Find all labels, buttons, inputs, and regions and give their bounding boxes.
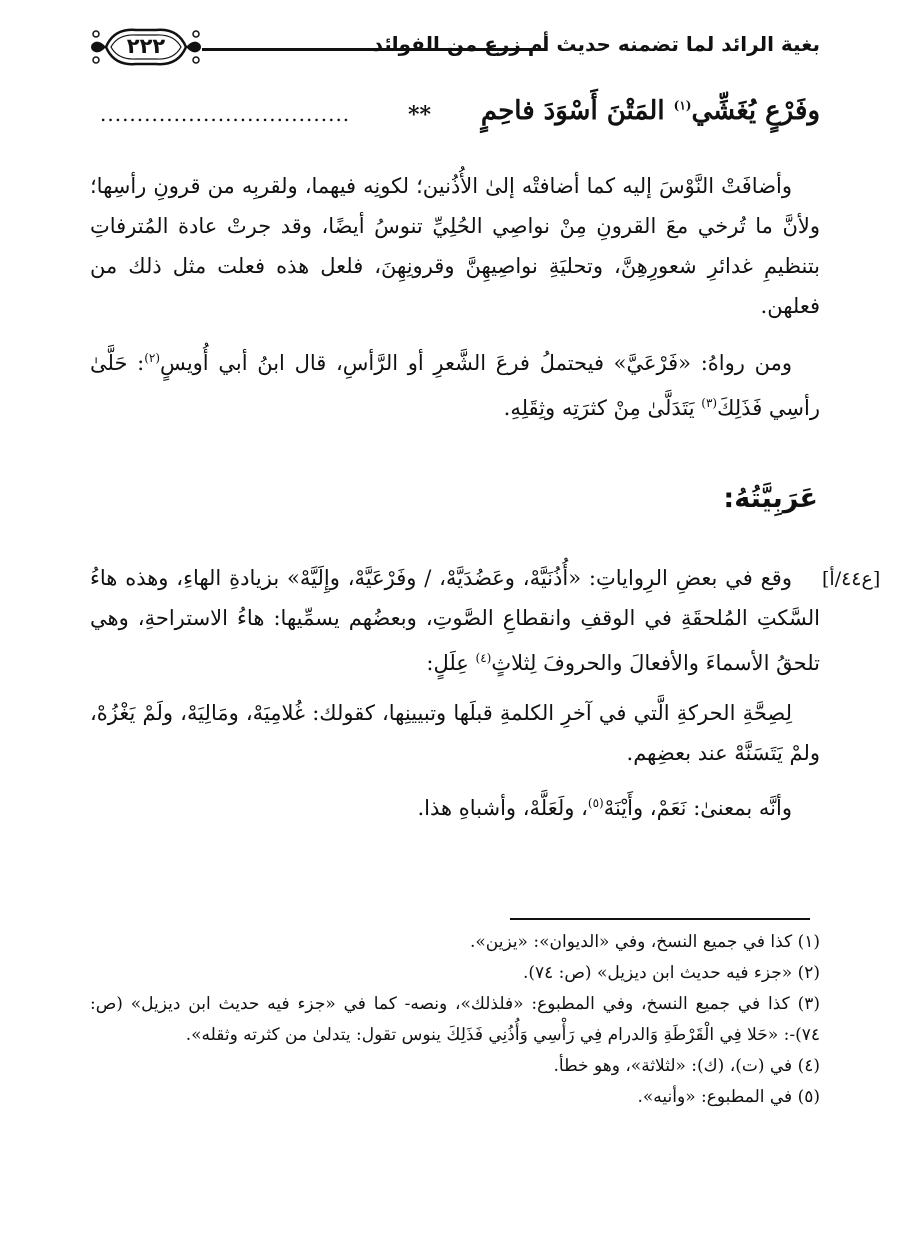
footnote-2: (٢) «جزء فيه حديث ابن ديزيل» (ص: ٧٤). [522,963,820,983]
page-number: ٢٢٢ [126,34,166,58]
paragraph-3-body: وقع في بعضِ الرِواياتِ: «أُذُنَيَّهْ، وعَضُدَيَّهْ، / وفَرْعَيَّهْ، وإِلَيَّهْ» بزيادةِ الهاءِ، وهذه هاءُ السَّكتِ المُلحقَةِ في الوقفِ وانقطاعِ الصَّوتِ، وبعضُهم يسمِّيها: هاءُ الاستراحةِ، وهي تلحقُ الأسماءَ والأفعالَ والحروفَ لِثلاثٍ [90,566,820,675]
footnote-5: (٥) في المطبوع: «وأنيه». [637,1087,820,1107]
paragraph-3-end: عِلَلٍ: [426,651,469,675]
main-text-2 [90,558,820,828]
paragraph-2 [90,338,820,428]
verse-first-part: وفَرْعٍ يُغَشِّي [691,96,820,126]
footnote-4: (٤) في (ت)، (ك): «لثلاثة»، وهو خطأ. [553,1056,820,1076]
paragraph-2-start: ومن رواهُ: «فَرْعَيَّ» فيحتملُ فرعَ الشَّعرِ أو الرَّأسِ، قال ابنُ أبي أُويسٍ [160,351,793,375]
note-ref-5[interactable]: (٥) [587,796,604,810]
section-heading: عَرَبِيَّتُهُ: [723,483,818,514]
footnote-1: (١) كذا في جميع النسخ، وفي «الديوان»: «يزين». [469,932,820,952]
paragraph-3 [90,558,820,683]
paragraph-5-end: ، ولَعَلَّهْ، وأشباهِ هذا. [417,796,588,820]
poem-verse [100,96,820,140]
verse-note-ref[interactable]: (١) [673,98,692,113]
paragraph-2-end: يَتَدَلَّىٰ مِنْ كثرَتِه وثِقَلِهِ. [503,396,695,420]
paragraph-1: وأضافَتْ النَّوْسَ إليه كما أضافتْه إلىٰ الأُذُنين؛ لكونِه فيهما، ولقربِه من قرونِ رأسِها؛ ولأنَّ ما تُرخي معَ القرونِ مِنْ نواصِي الحُلِيِّ تنوسُ أيضًا، وقد جرتْ عادة المُترفاتِ بتنظيمِ غدائرِ شعورِهِنَّ، وتحليَةِ نواصِيهِنَّ وقرونِهِنَ، فلعل هذه فعلت مثل ذلك من فعلهن. [90,174,820,318]
verse-second-part: المَتْنَ أَسْوَدَ فاحِمٍ [480,96,665,126]
footnote-3: (٣) كذا في جميع النسخ، وفي المطبوع: «فلذلك»، ونصه- كما في «جزء فيه حديث ابن ديزيل» (ص: ٧٤)-: «حَلا فِي الْقَرْطَةِ وَالدرام فِي رَأْسِي وَأُذُنِي فَذَلِكَ ينوس تقول: يتدلىٰ من كثرته وثقله». [90,994,820,1045]
note-ref-4[interactable]: (٤) [475,651,492,665]
page-header [90,22,820,72]
footnote-separator [510,918,810,920]
footnotes [90,927,820,1113]
main-text-1 [90,166,820,428]
manuscript-folio-ref: [ع٤٤/أ] [822,568,881,590]
verse-text [481,96,820,126]
verse-stars: ** [408,102,432,128]
paragraph-4: لِصِحَّةِ الحركةِ الَّتي في آخرِ الكلمةِ قبلَها وتبيينِها، كقولك: غُلامِيَهْ، ومَالِيَهْ، ولَمْ يَغْزُهْ، ولمْ يَتَسَنَّهْ عند بعضِهم. [90,701,820,765]
verse-dots: .................................. [100,102,351,126]
note-ref-2[interactable]: (٢) [144,351,161,365]
paragraph-5-start: وأنَّه بمعنىٰ: نَعَمْ، وأَيْنَهْ [603,796,792,820]
note-ref-3[interactable]: (٣) [701,396,718,410]
running-title: بغية الرائد لما تضمنه حديث أم زرع من الفوائد [372,32,820,56]
paragraph-5 [90,783,820,828]
paragraph-2-middle: : حَلَّىٰ رأسِي فَذَلِكَ [90,351,820,420]
